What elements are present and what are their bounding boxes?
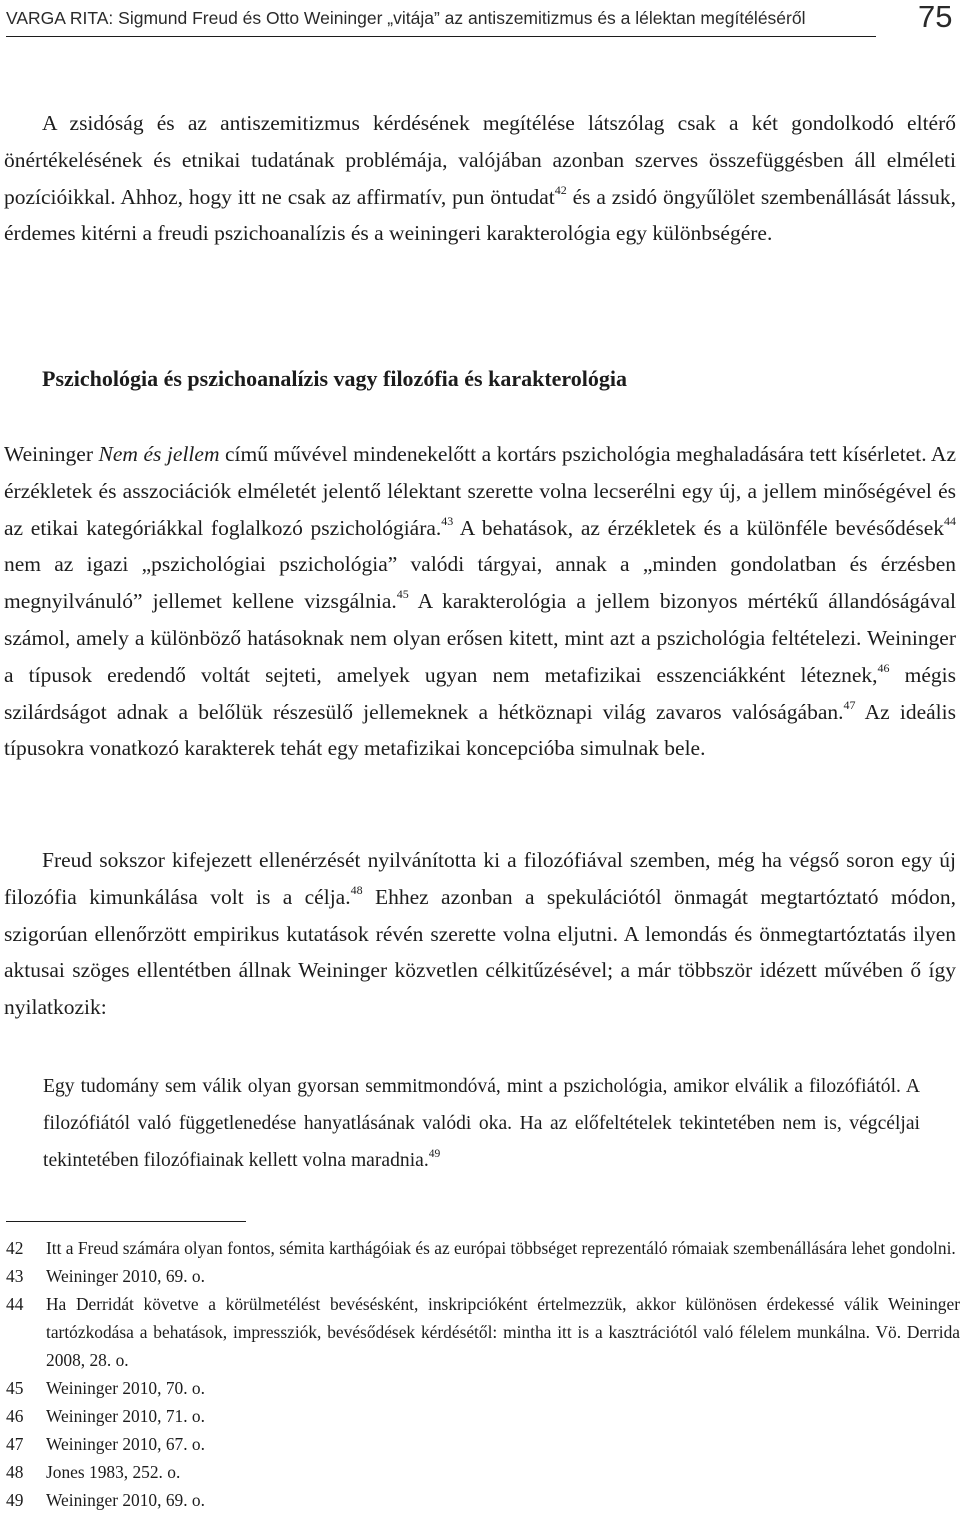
- footnote-number: 48: [6, 1462, 24, 1482]
- footnote-text: Weininger 2010, 67. o.: [46, 1434, 205, 1454]
- footnote-ref-44[interactable]: 44: [944, 513, 957, 528]
- footnote-number: 42: [6, 1238, 24, 1258]
- footnote-ref-46[interactable]: 46: [877, 660, 890, 675]
- footnote: [6, 1458, 960, 1486]
- intro-paragraph: [4, 105, 956, 252]
- footnote-ref-48[interactable]: 48: [350, 882, 363, 897]
- p2-text-6: mégis szilárdságot adnak a belőlük részesülő jellemeknek a hétköznapi világ zavaros valóságában.: [4, 662, 957, 724]
- footnote-text: Itt a Freud számára olyan fontos, sémita karthágóiak és az európai többséget reprezentáló rómaiak szembenállására lehet gondolni.: [46, 1238, 956, 1258]
- footnote-separator: [6, 1221, 246, 1222]
- footnote-ref-49[interactable]: 49: [428, 1148, 441, 1160]
- footnote: [6, 1290, 960, 1374]
- work-title: Nem és jellem: [98, 442, 220, 466]
- running-header: [6, 0, 876, 37]
- footnote-number: 45: [6, 1378, 24, 1398]
- p2-text-5: A karakterológia a jellem bizonyos mértékű állandóságával számol, amely a különböző hatásoknak nem olyan erősen kitett, mint azt a pszichológia feltételezi. Weininger a típusok eredendő voltát sejteti, amelyek ugyan nem metafizikai esszenciákként léteznek,: [4, 589, 956, 687]
- intro-text-2: és a zsidó öngyűlölet szembenállását lássuk, érdemes kitérni a freudi pszichoanalízis és a weiningeri karakterológia egy különbségére.: [4, 184, 956, 246]
- footnote-text: Jones 1983, 252. o.: [46, 1462, 181, 1482]
- paragraph-freud-philosophy: [4, 842, 956, 1026]
- footnote: [6, 1234, 960, 1262]
- footnote-ref-42[interactable]: 42: [554, 182, 567, 197]
- p3-text-2: Ehhez azonban a spekulációtól önmagát megtartóztató módon, szigorúan ellenőrzött empirikus kutatások révén szerette volna eljutni. A lemondás és önmegtartóztatás ilyen aktusai szöges ellentétben állnak Weininger közvetlen célkitűzésével; a már többször idézett művében ő így nyilatkozik:: [4, 884, 956, 1020]
- p2-text-3: A behatások, az érzékletek és a különféle bevésődések: [453, 515, 945, 540]
- footnote-text: Weininger 2010, 71. o.: [46, 1406, 205, 1426]
- footnote-ref-47[interactable]: 47: [843, 697, 856, 712]
- footnote-number: 49: [6, 1490, 24, 1510]
- footnote-number: 46: [6, 1406, 24, 1426]
- intro-text-1: A zsidóság és az antiszemitizmus kérdésének megítélése látszólag csak a két gondolkodó eltérő önértékelésének és etnikai tudatának problémája, valójában azonban szerves összefüggésben áll elméleti pozícióikkal. Ahhoz, hogy itt ne csak az affirmatív, pun öntudat: [4, 111, 956, 209]
- block-quote: [43, 1068, 920, 1179]
- p2-text-2: című művével mindenekelőtt a kortárs pszichológia meghaladására tett kísérletet. Az érzékletek és asszociációk elméletét jelentő lélektant szerette volna lecserélni egy új, a jellem minőségével és az etikai kategóriákkal foglalkozó pszichológiára.: [4, 442, 956, 540]
- p2-text-4: nem az igazi „pszichológiai pszichológia” valódi tárgyai, annak a „minden gondolatban és érzésben megnyilvánuló” jellemet kellene vizsgálnia.: [4, 552, 956, 614]
- p2-text-7: Az ideális típusokra vonatkozó karakterek tehát egy metafizikai koncepcióba simulnak bele.: [4, 699, 956, 761]
- footnote: [6, 1262, 960, 1290]
- footnote-number: 44: [6, 1294, 24, 1314]
- p3-text-1: Freud sokszor kifejezett ellenérzését nyilvánította ki a filozófiával szemben, még ha végső soron egy új filozófia kimunkálása volt is a célja.: [4, 848, 956, 909]
- footnote: [6, 1374, 960, 1402]
- footnote-text: Weininger 2010, 70. o.: [46, 1378, 205, 1398]
- footnote-number: 43: [6, 1266, 24, 1286]
- p2-text-1: Weininger: [4, 442, 99, 466]
- running-header-text: VARGA RITA: Sigmund Freud és Otto Weininger „vitája” az antiszemitizmus és a lélektan megítéléséről: [6, 8, 806, 28]
- footnote-text: Weininger 2010, 69. o.: [46, 1266, 205, 1286]
- section-heading: Pszichológia és pszichoanalízis vagy filozófia és karakterológia: [42, 366, 627, 391]
- footnote: [6, 1402, 960, 1430]
- paragraph-weininger-character: [4, 436, 956, 767]
- footnote: [6, 1430, 960, 1458]
- quote-text: Egy tudomány sem válik olyan gyorsan semmitmondóvá, mint a pszichológia, amikor elválik a filozófiától. A filozófiától való függetlenedése hanyatlásának valódi oka. Ha az előfeltételek tekintetében nem is, végcéljai tekintetében filozófiainak kellett volna maradnia.: [43, 1076, 920, 1171]
- footnote-ref-43[interactable]: 43: [441, 513, 454, 528]
- page-number: 75: [918, 0, 953, 34]
- footnote-number: 47: [6, 1434, 24, 1454]
- footnote-ref-45[interactable]: 45: [396, 587, 409, 602]
- footnote-text: Weininger 2010, 69. o.: [46, 1490, 205, 1510]
- footnotes: [6, 1234, 960, 1514]
- footnote: [6, 1486, 960, 1514]
- footnote-text: Ha Derridát követve a körülmetélést bevésésként, inskripcióként értelmezzük, akkor különösen érdekessé válik Weininger tartózkodása a behatások, impressziók, bevésődések kérdésétől: mintha itt is a kasztrációtól való félelem munkálna. Vö. Derrida 2008, 28. o.: [46, 1294, 960, 1370]
